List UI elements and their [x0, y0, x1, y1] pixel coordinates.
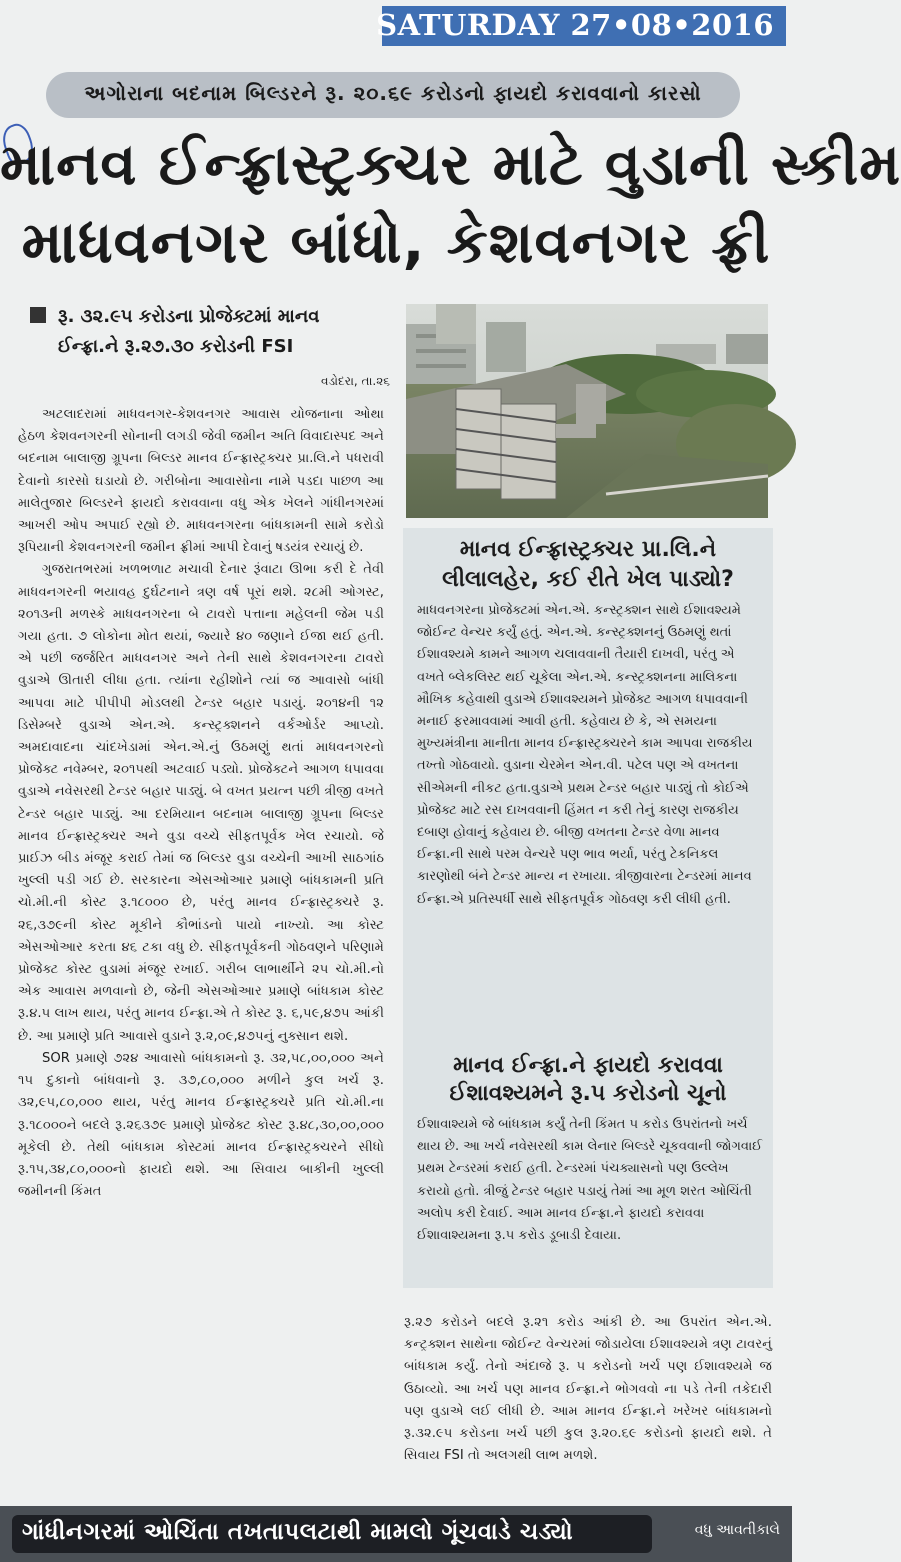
- continued-label: વધુ આવતીકાલે: [694, 1522, 780, 1538]
- sidebar-heading-1-line-1: માનવ ઈન્ફ્રાસ્ટ્રક્ચર પ્રા.લિ.ને: [459, 537, 717, 562]
- sidebar-text-1: માધવનગરના પ્રોજેક્ટમાં એન.એ. કન્સ્ટ્રક્શન સાથે ઈશાવશ્યમે જોઈન્ટ વેન્ચર કર્યું હતું. એન.એ. કન્સ્ટ્રક્શનનું ઉઠમણું થતાં ઈશાવશ્યમે કામને આગળ ચલાવવાની તૈયારી દાખવી, પરંતુ એ વખતે બ્લેકલિસ્ટ થઈ ચૂકેલા એન.એ. કન્સ્ટ્રક્શનના માલિકના મૌખિક કહેવાથી વુડાએ ઈશાવશ્યમને પ્રોજેક્ટ આગળ ધપાવવાની મનાઈ ફરમાવવામાં આવી હતી. કહેવાય છે કે, એ સમયના મુખ્યમંત્રીના માનીતા માનવ ઈન્ફ્રાસ્ટ્રક્ચરને કામ આપવા રાજકીય તખ્તો ગોઠવાયો. વુડાના ચેરમેન એન.વી. પટેલ પણ એ વખતના સીએમની નીકટ હતા.વુડાએ પ્રથમ ટેન્ડર બહાર પાડ્યું તો કોઈએ પ્રોજેક્ટ માટે રસ દાખવવાની હિંમત ન કરી તેનું કારણ રાજકીય દબાણ હોવાનું કહેવાય છે. બીજી વખતના ટેન્ડર વેળા માનવ ઈન્ફ્રા.ની સાથે પરમ વેન્ચરે પણ ભાવ ભર્યા, પરંતુ ટેકનિકલ કારણોથી બંને ટેન્ડર માન્ય ન રખાયા. ત્રીજીવારના ટેન્ડરમાં માનવ ઈન્ફ્રા.એ પ્રતિસ્પર્ધી સાથે સીફતપૂર્વક ગોઠવણ કરી લીધી હતી.: [417, 603, 753, 907]
- paragraph: SOR પ્રમાણે ૭૨૪ આવાસો બાંધકામનો રૂ. ૩૨,૫૮,૦૦,૦૦૦ અને ૧૫ દુકાનો બાંધવાનો રૂ. ૩૭,૮૦,૦૦૦ મળીને કુલ ખર્ચ રૂ. ૩૨,૯૫,૮૦,૦૦૦ થાય, પરંતુ માનવ ઈન્ફ્રાસ્ટ્રક્ચરે પ્રતિ ચો.મી.ના રૂ.૧૮૦૦૦ને બદલે રૂ.૨૬૩૭૯ પ્રમાણે પ્રોજેક્ટ કોસ્ટ રૂ.૪૮,૩૦,૦૦,૦૦૦ મૂકેલી છે. તેથી બાંધકામ કોસ્ટમાં માનવ ઈન્ફ્રાસ્ટ્રક્ચરને સીધો રૂ.૧૫,૩૪,૮૦,૦૦૦નો ફાયદો થશે. આ સિવાય બાકીની ખુલ્લી જમીનની કિંમત: [18, 1050, 384, 1200]
- article-column-1: [18, 404, 384, 1203]
- subheadline-line-1: રૂ. ૩૨.૯૫ કરોડના પ્રોજેક્ટમાં માનવ: [58, 306, 320, 327]
- subheadline: [30, 302, 390, 362]
- sidebar-heading-2-line-1: માનવ ઈન્ફ્રા.ને ફાયદો કરાવવા: [453, 1053, 723, 1078]
- photo-image: [406, 304, 768, 518]
- headline-line-1: માનવ ઈન્ફ્રાસ્ટ્રક્ચર માટે વુડાની સ્કીમ: [0, 130, 901, 198]
- article-column-3: રૂ.૨૭ કરોડને બદલે રૂ.૨૧ કરોડ આંકી છે. આ ઉપરાંત એન.એ. કન્ટ્રક્શન સાથેના જોઈન્ટ વેન્ચરમાં જોડાયેલા ઈશાવશ્યમે ત્રણ ટાવરનું બાંધકામ કર્યું. તેનો અંદાજે રૂ. ૫ કરોડનો ખર્ચ પણ ઈશાવશ્યમે જ ઉઠાવ્યો. આ ખર્ચ પણ માનવ ઈન્ફ્રા.ને ભોગવવો ના પડે તેની તકેદારી પણ વુડાએ લઈ લીધી છે. આમ માનવ ઈન્ફ્રા.ને ખરેખર બાંધકામનો રૂ.૩૨.૯૫ કરોડના ખર્ચ પછી કુલ રૂ.૨૦.૬૯ કરોડનો ફાયદો થશે. તે સિવાય FSI તો અલગથી લાભ મળશે.: [404, 1315, 772, 1464]
- sidebar-heading-2-line-2: ઈશાવશ્યમને રૂ.૫ કરોડનો ચૂનો: [449, 1081, 727, 1106]
- edition-date: SATURDAY 27•08•2016: [376, 8, 774, 42]
- paragraph: અટલાદરામાં માધવનગર-કેશવનગર આવાસ યોજનાના ઓથા હેઠળ કેશવનગરની સોનાની લગડી જેવી જમીન અતિ વિવાદાસ્પદ અને બદનામ બાલાજી ગ્રૂપના બિલ્ડર માનવ ઈન્ફ્રાસ્ટ્રક્ચર પ્રા.લિ.ને પધરાવી દેવાનો કારસો ઘડાયો છે. ગરીબોના આવાસોના નામે પડદા પાછળ આ માલેતુજાર બિલ્ડરને ફાયદો કરાવવાના વધુ એક ખેલને ગાંધીનગરમાં આખરી ઓપ અપાઈ રહ્યો છે. માધવનગરના બાંધકામની સામે કરોડો રૂપિયાની કેશવનગરની જમીન ફ્રીમાં આપી દેવાનું ષડયંત્ર રચાયું છે.: [18, 407, 384, 556]
- dateline: વડોદરા, તા.૨૬: [320, 374, 390, 388]
- kicker-text: અગોરાના બદનામ બિલ્ડરને રૂ. ૨૦.૬૯ કરોડનો ફાયદો કરાવવાનો કારસો: [84, 81, 702, 105]
- footer-teaser: ગાંધીનગરમાં ઓચિંતા તખતાપલટાથી મામલો ગૂંચવાડે ચડ્યો: [22, 1519, 574, 1545]
- subheadline-line-2: ઈન્ફ્રા.ને રૂ.૨૭.૩૦ કરોડની FSI: [58, 336, 294, 357]
- sidebar-box: [403, 528, 773, 1288]
- date-banner: [376, 6, 786, 46]
- headline-line-2: માધવનગર બાંધો, કેશવનગર ફ્રી: [21, 208, 771, 276]
- paragraph: ગુજરાતભરમાં ખળભળાટ મચાવી દેનાર રૂંવાટા ઊભા કરી દે તેવી માધવનગરની ભયાવહ દુર્ઘટનાને ત્રણ વર્ષ પૂરાં થશે. ૨૮મી ઓગસ્ટ, ૨૦૧૩ની મળસ્કે માધવનગરના બે ટાવરો પત્તાના મહેલની જેમ પડી ગયા હતા. ૭ લોકોના મોત થયાં, જ્યારે ૪૦ જણાને ઈજા થઈ હતી. એ પછી જર્જરિત માધવનગર અને તેની સાથે કેશવનગરના ટાવરો વુડાએ ઊતારી લીધા હતા. ત્યાંના રહીશોને ત્યાં જ આવાસો બાંધી આપવા માટે પીપીપી મોડલથી ટેન્ડર બહાર પડાયું. ૨૦૧૪ની ૧૨ ડિસેમ્બરે વુડાએ એન.એ. કન્સ્ટ્રક્શનને વર્કઓર્ડર આપ્યો. અમદાવાદના ચાંદખેડામાં એન.એ.નું ઉઠમણું થતાં માધવનગરનો પ્રોજેક્ટ નવેમ્બર, ૨૦૧૫થી અટવાઈ પડ્યો. પ્રોજેક્ટને આગળ ધપાવવા વુડાએ નવેસરથી ટેન્ડર બહાર પાડ્યું. બે વખત પ્રયત્ન પછી ત્રીજી વખતે ટેન્ડર બહાર પાડ્યું. આ દરમિયાન બદનામ બાલાજી ગ્રૂપના બિલ્ડર માનવ ઈન્ફ્રાસ્ટ્રક્ચર અને વુડા વચ્ચે સીફતપૂર્વક ખેલ રચાયો. જે પ્રાઈઝ બીડ મંજૂર કરાઈ તેમાં જ બિલ્ડર વુડા વચ્ચેની આખી સાઠગાંઠ ખુલ્લી પડી ગઈ છે. સરકારના એસઓઆર પ્રમાણે બાંધકામની પ્રતિ ચો.મી.ની કોસ્ટ રૂ.૧૮૦૦૦ છે, પરંતુ માનવ ઈન્ફ્રાસ્ટ્રક્ચરે રૂ. ૨૬,૩૭૯ની કોસ્ટ મૂકીને કૌભાંડનો પાયો નાખ્યો. આ કોસ્ટ એસઓઆર કરતા ૪૬ ટકા વધુ છે. સીફતપૂર્વકની ગોઠવણને પરિણામે પ્રોજેક્ટ કોસ્ટ વુડામાં મંજૂર રખાઈ. ગરીબ લાભાર્થીને ૨૫ ચો.મી.નો એક આવાસ મળવાનો છે, જેની એસઓઆર પ્રમાણે બાંધકામ કોસ્ટ રૂ.૪.૫ લાખ થાય, પરંતુ માનવ ઈન્ફ્રા.એ તે કોસ્ટ રૂ. ૬,૫૯,૪૭૫ આંકી છે. આ પ્રમાણે પ્રતિ આવાસે વુડાને રૂ.૨,૦૯,૪૭૫નું નુક્સાન થશે.: [18, 562, 384, 1044]
- kicker-banner: [46, 72, 740, 118]
- sidebar-text-2: ઈશાવાશ્યમે જે બાંધકામ કર્યું તેની કિંમત ૫ કરોડ ઉપરાંતનો ખર્ચ થાય છે. આ ખર્ચ નવેસરથી કામ લેનાર બિલ્ડરે ચૂકવવાની જોગવાઈ પ્રથમ ટેન્ડરમાં કરાઈ હતી. ટેન્ડરમાં પંચક્યાસનો પણ ઉલ્લેખ કરાયો હતો. ત્રીજું ટેન્ડર બહાર પડાયું તેમાં આ મૂળ શરત ઓચિંતી અલોપ કરી દેવાઈ. આમ માનવ ઈન્ફ્રા.ને ફાયદો કરાવવા ઈશાવાશ્યમના રૂ.૫ કરોડ ડૂબાડી દેવાયા.: [417, 1117, 763, 1244]
- bullet-square-icon: [30, 307, 46, 323]
- sidebar-heading-1-line-2: લીલાલહેર, કઈ રીતે ખેલ પાડ્યો?: [442, 567, 734, 592]
- footer-teaser-box: [12, 1515, 652, 1553]
- footer-bar: [0, 1506, 792, 1562]
- construction-site-photo: [406, 304, 768, 518]
